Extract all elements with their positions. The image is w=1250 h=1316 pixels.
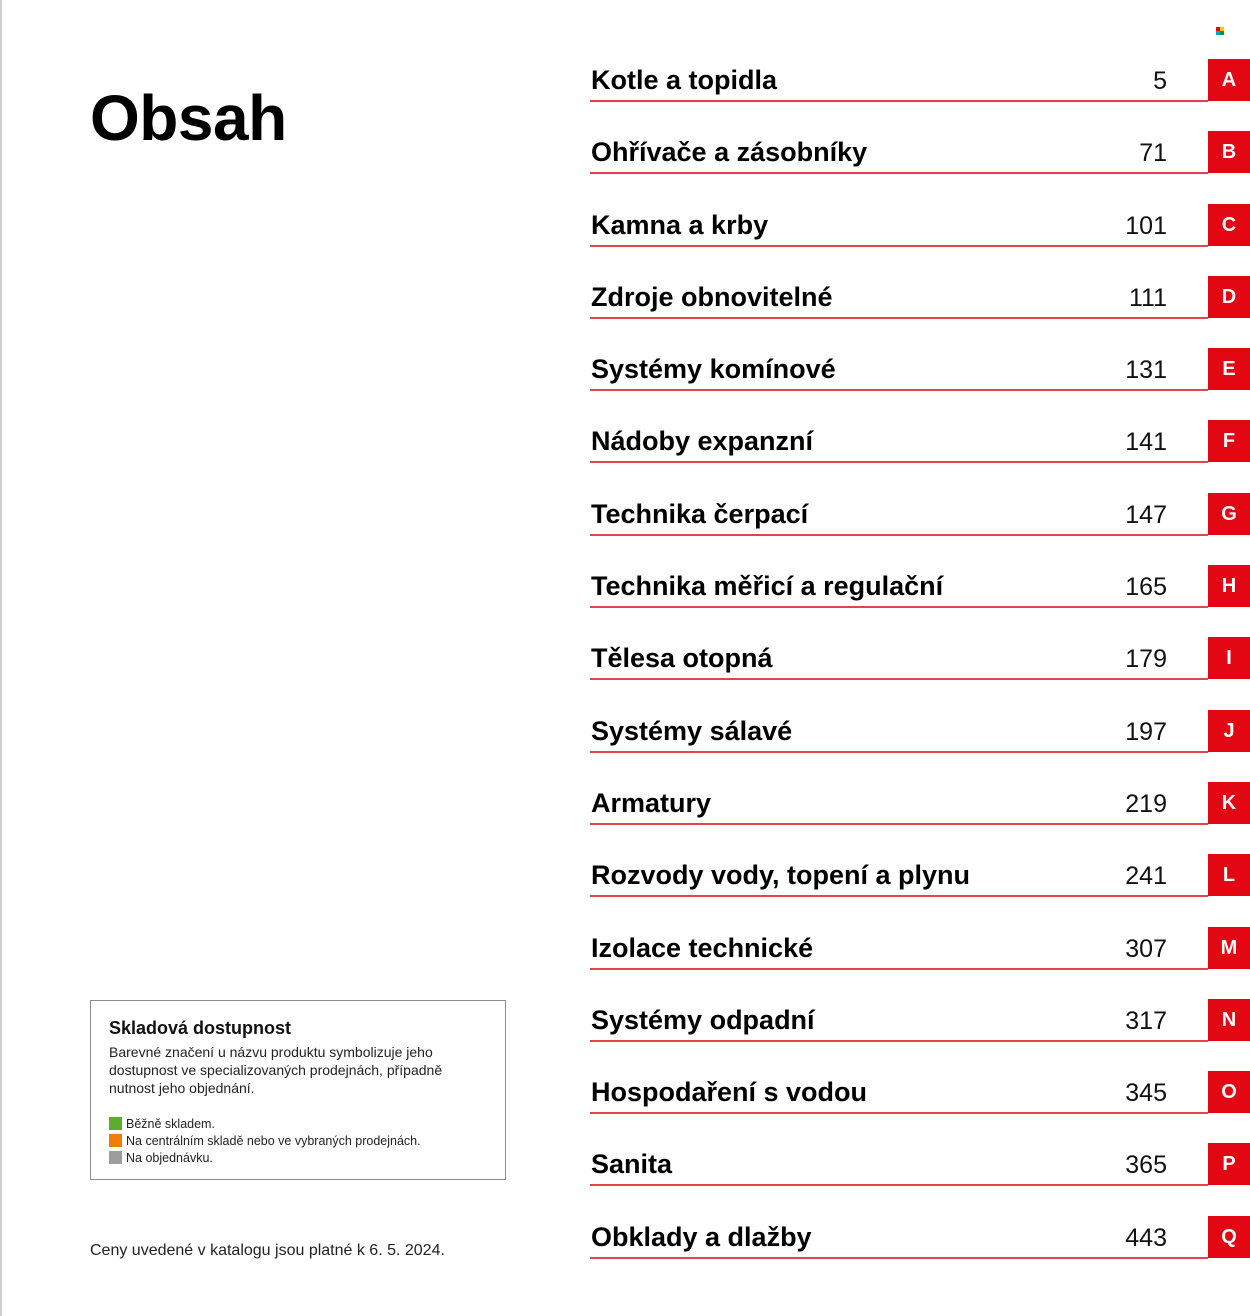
toc-entry-page-number[interactable]: 111 xyxy=(1128,283,1167,312)
toc-entry[interactable] xyxy=(590,1142,1250,1214)
section-letter-tab[interactable]: E xyxy=(1208,348,1250,390)
section-letter-tab[interactable]: N xyxy=(1208,999,1250,1041)
toc-entry[interactable] xyxy=(590,1215,1250,1287)
section-letter-tab[interactable]: O xyxy=(1208,1071,1250,1113)
toc-entry-page-number[interactable]: 179 xyxy=(1125,645,1167,674)
toc-entry-title[interactable]: Rozvody vody, topení a plynu xyxy=(591,860,971,891)
stock-availability-description: Barevné značení u názvu produktu symbolizuje jeho dostupnost ve specializovaných prodejnách, případně nutnost jeho objednání. xyxy=(109,1044,443,1096)
toc-entry-title[interactable]: Kotle a topidla xyxy=(591,65,778,95)
toc-entry-page-number[interactable]: 101 xyxy=(1125,211,1167,240)
page-edge xyxy=(0,0,2,1316)
toc-entry-rule xyxy=(590,895,1208,897)
toc-entry-rule xyxy=(590,389,1208,391)
section-letter-tab[interactable]: M xyxy=(1208,927,1250,969)
toc-entry-page-number[interactable]: 5 xyxy=(1153,67,1167,95)
registration-swatch xyxy=(1220,31,1224,35)
stock-legend-item xyxy=(109,1149,487,1166)
toc-entry-rule xyxy=(590,1184,1208,1186)
toc-entry-rule xyxy=(590,1112,1208,1114)
toc-entry[interactable] xyxy=(590,636,1250,708)
price-validity-note: Ceny uvedené v katalogu jsou platné k 6. 5. 2024. xyxy=(90,1242,445,1259)
stock-availability-heading: Skladová dostupnost xyxy=(109,1018,292,1038)
section-letter-tab[interactable]: L xyxy=(1208,854,1250,896)
toc-entry-page-number[interactable]: 345 xyxy=(1125,1079,1167,1108)
toc-entry-rule xyxy=(590,172,1208,174)
toc-entry-title[interactable]: Nádoby expanzní xyxy=(591,426,814,457)
toc-entry[interactable] xyxy=(590,419,1250,491)
stock-legend-label: Na objednávku. xyxy=(126,1150,213,1165)
section-letter-tab[interactable]: K xyxy=(1208,782,1250,824)
toc-entry-rule xyxy=(590,1040,1208,1042)
toc-entry-title[interactable]: Izolace technické xyxy=(591,932,814,963)
stock-legend-item xyxy=(109,1132,487,1149)
toc-entry[interactable] xyxy=(590,926,1250,998)
table-of-contents xyxy=(590,58,1250,1287)
toc-entry-title[interactable]: Hospodaření s vodou xyxy=(591,1077,868,1108)
section-letter-tab[interactable]: C xyxy=(1208,204,1250,246)
print-registration-mark xyxy=(1216,27,1224,35)
toc-entry-page-number[interactable]: 147 xyxy=(1125,500,1167,529)
toc-entry-rule xyxy=(590,317,1208,319)
toc-entry-title[interactable]: Systémy odpadní xyxy=(591,1004,815,1035)
toc-entry-title[interactable]: Armatury xyxy=(591,787,712,818)
section-letter-tab[interactable]: H xyxy=(1208,565,1250,607)
stock-color-swatch xyxy=(109,1151,122,1164)
stock-legend-item xyxy=(109,1115,487,1132)
stock-legend-label: Na centrálním skladě nebo ve vybraných prodejnách. xyxy=(126,1133,421,1148)
toc-entry-page-number[interactable]: 165 xyxy=(1125,573,1167,602)
toc-entry-page-number[interactable]: 307 xyxy=(1125,934,1167,963)
toc-entry-rule xyxy=(590,461,1208,463)
toc-entry-page-number[interactable]: 241 xyxy=(1125,862,1167,891)
toc-entry-title[interactable]: Systémy komínové xyxy=(591,354,836,385)
toc-entry-rule xyxy=(590,823,1208,825)
toc-entry[interactable] xyxy=(590,275,1250,347)
toc-entry-rule xyxy=(590,751,1208,753)
toc-entry[interactable] xyxy=(590,853,1250,925)
section-letter-tab[interactable]: D xyxy=(1208,276,1250,318)
section-letter-tab[interactable]: P xyxy=(1208,1143,1250,1185)
toc-entry-title[interactable]: Systémy sálavé xyxy=(591,715,793,746)
toc-entry-page-number[interactable]: 141 xyxy=(1125,428,1167,457)
stock-legend xyxy=(109,1115,487,1166)
toc-entry-title[interactable]: Obklady a dlažby xyxy=(591,1221,812,1252)
toc-entry[interactable] xyxy=(590,130,1250,202)
toc-entry-page-number[interactable]: 443 xyxy=(1125,1223,1167,1252)
toc-entry[interactable] xyxy=(590,492,1250,564)
section-letter-tab[interactable]: I xyxy=(1208,637,1250,679)
toc-entry[interactable] xyxy=(590,58,1250,130)
toc-entry-page-number[interactable]: 71 xyxy=(1139,139,1167,168)
toc-entry-rule xyxy=(590,606,1208,608)
toc-entry-title[interactable]: Kamna a krby xyxy=(591,209,769,240)
stock-color-swatch xyxy=(109,1134,122,1147)
toc-entry-page-number[interactable]: 365 xyxy=(1125,1151,1167,1180)
stock-legend-label: Běžně skladem. xyxy=(126,1116,215,1131)
stock-availability-box xyxy=(90,1000,506,1180)
toc-entry[interactable] xyxy=(590,564,1250,636)
toc-entry-rule xyxy=(590,100,1208,102)
toc-entry-title[interactable]: Tělesa otopná xyxy=(591,643,773,674)
section-letter-tab[interactable]: F xyxy=(1208,420,1250,462)
stock-color-swatch xyxy=(109,1117,122,1130)
section-letter-tab[interactable]: J xyxy=(1208,710,1250,752)
toc-entry[interactable] xyxy=(590,781,1250,853)
toc-entry-page-number[interactable]: 131 xyxy=(1125,356,1167,385)
section-letter-tab[interactable]: B xyxy=(1208,131,1250,173)
toc-entry[interactable] xyxy=(590,347,1250,419)
toc-entry-page-number[interactable]: 219 xyxy=(1125,789,1167,818)
toc-entry-title[interactable]: Technika čerpací xyxy=(591,498,809,529)
page-title: Obsah xyxy=(90,82,287,154)
toc-entry-rule xyxy=(590,245,1208,247)
toc-entry[interactable] xyxy=(590,709,1250,781)
toc-entry-title[interactable]: Sanita xyxy=(591,1149,673,1180)
toc-entry[interactable] xyxy=(590,203,1250,275)
toc-entry[interactable] xyxy=(590,998,1250,1070)
section-letter-tab[interactable]: G xyxy=(1208,493,1250,535)
toc-entry[interactable] xyxy=(590,1070,1250,1142)
toc-entry-rule xyxy=(590,534,1208,536)
section-letter-tab[interactable]: Q xyxy=(1208,1216,1250,1258)
toc-entry-page-number[interactable]: 197 xyxy=(1125,717,1167,746)
toc-entry-title[interactable]: Ohřívače a zásobníky xyxy=(591,137,868,168)
toc-entry-page-number[interactable]: 317 xyxy=(1125,1006,1167,1035)
toc-entry-title[interactable]: Technika měřicí a regulační xyxy=(591,571,944,602)
toc-entry-rule xyxy=(590,1257,1208,1259)
toc-entry-rule xyxy=(590,678,1208,680)
toc-entry-rule xyxy=(590,968,1208,970)
toc-entry-title[interactable]: Zdroje obnovitelné xyxy=(591,281,833,312)
section-letter-tab[interactable]: A xyxy=(1208,59,1250,101)
